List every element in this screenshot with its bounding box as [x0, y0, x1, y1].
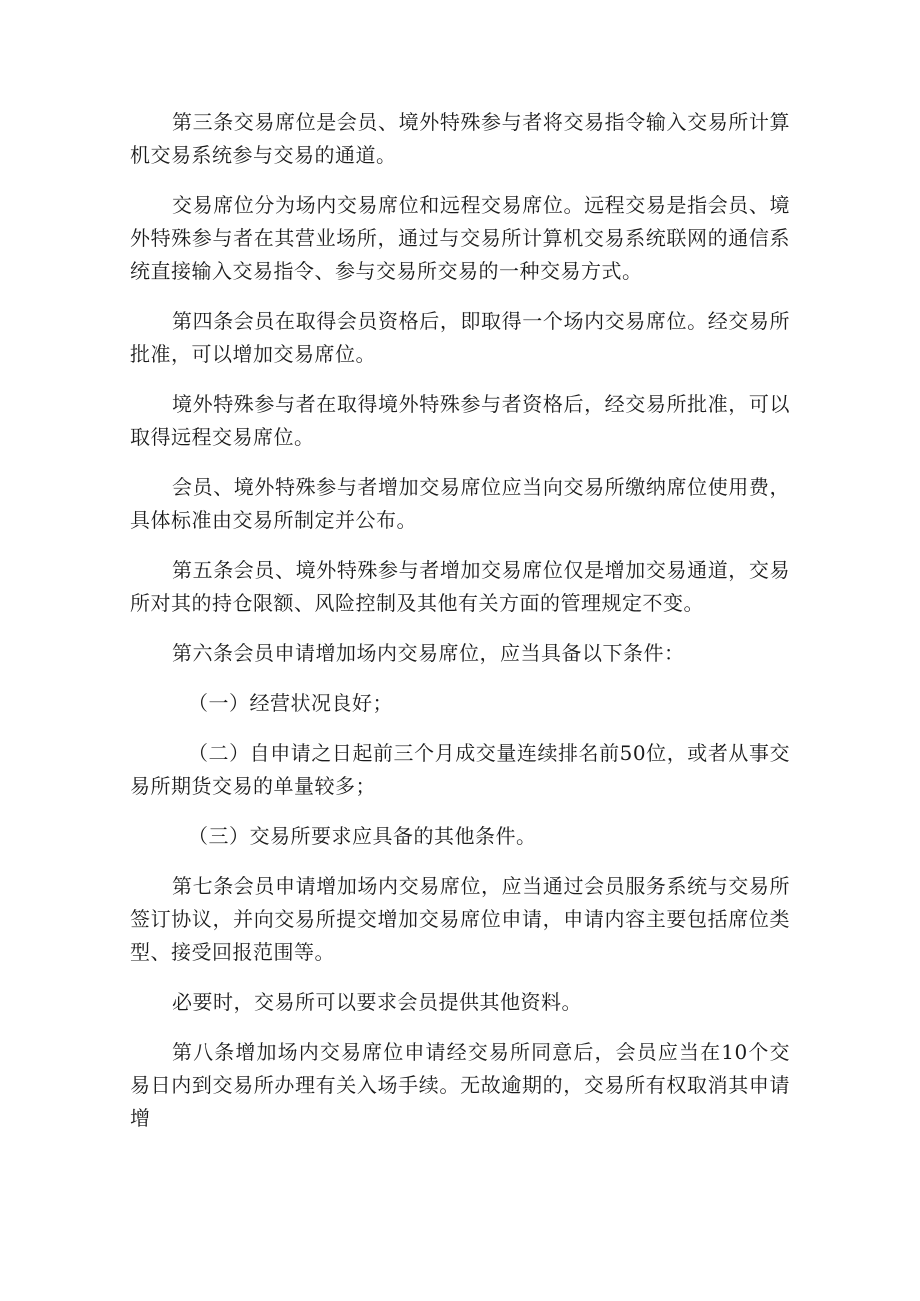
paragraph-article-7: 第七条会员申请增加场内交易席位，应当通过会员服务系统与交易所签订协议，并向交易所提交增加交易席位申请，申请内容主要包括席位类型、接受回报范围等。 [130, 874, 790, 964]
paragraph-article-8: 第八条增加场内交易席位申请经交易所同意后，会员应当在10个交易日内到交易所办理有关入场手续。无故逾期的，交易所有权取消其申请增 [130, 1040, 790, 1130]
paragraph-seat-fee: 会员、境外特殊参与者增加交易席位应当向交易所缴纳席位使用费，具体标准由交易所制定并公布。 [130, 475, 790, 532]
paragraph-article-5: 第五条会员、境外特殊参与者增加交易席位仅是增加交易通道，交易所对其的持仓限额、风险控制及其他有关方面的管理规定不变。 [130, 558, 790, 615]
paragraph-article-6: 第六条会员申请增加场内交易席位，应当具备以下条件： [172, 641, 685, 665]
paragraph-overseas-participant: 境外特殊参与者在取得境外特殊参与者资格后，经交易所批准，可以取得远程交易席位。 [130, 392, 790, 449]
condition-item-1: （一）经营状况良好； [188, 691, 393, 715]
condition-item-2: （二）自申请之日起前三个月成交量连续排名前50位，或者从事交易所期货交易的单量较多； [130, 741, 790, 798]
condition-item-3: （三）交易所要求应具备的其他条件。 [188, 824, 537, 848]
paragraph-seat-types: 交易席位分为场内交易席位和远程交易席位。远程交易是指会员、境外特殊参与者在其营业场所，通过与交易所计算机交易系统联网的通信系统直接输入交易指令、参与交易所交易的一种交易方式。 [130, 193, 790, 283]
document-body [130, 106, 790, 1152]
paragraph-article-3: 第三条交易席位是会员、境外特殊参与者将交易指令输入交易所计算机交易系统参与交易的通道。 [130, 110, 790, 167]
paragraph-article-4: 第四条会员在取得会员资格后，即取得一个场内交易席位。经交易所批准，可以增加交易席位。 [130, 309, 790, 366]
paragraph-additional-materials: 必要时，交易所可以要求会员提供其他资料。 [172, 990, 582, 1014]
